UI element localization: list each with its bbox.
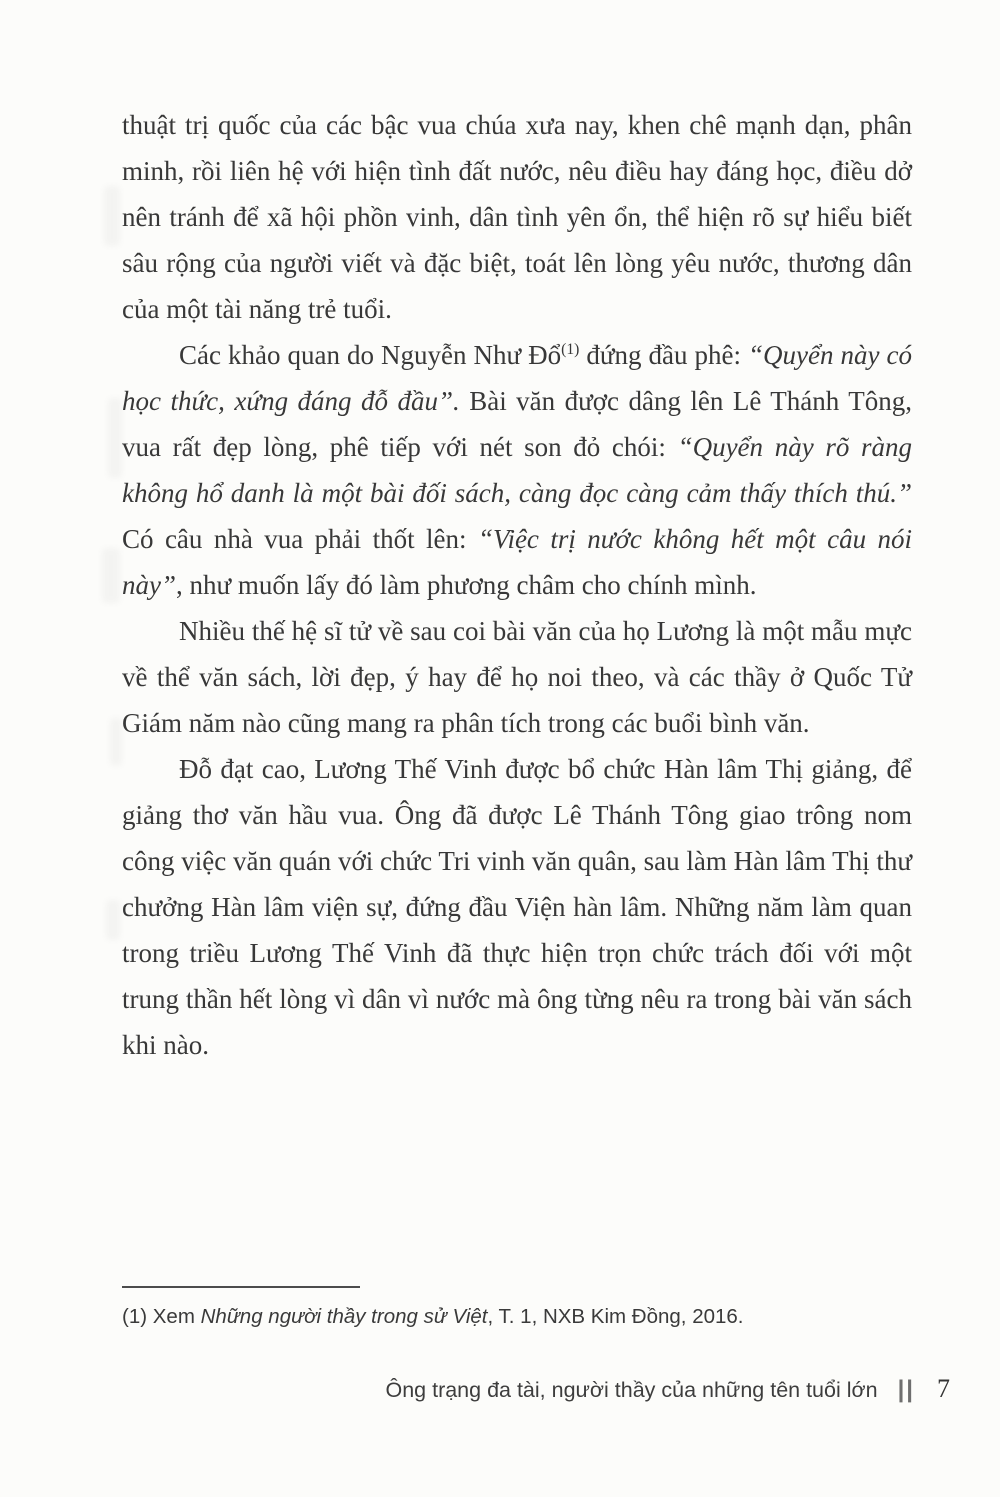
body-text: Có câu nhà vua phải thốt lên: xyxy=(122,524,478,554)
body-text: (1) Xem xyxy=(122,1305,201,1328)
text-block xyxy=(122,102,912,1068)
quoted-text: “Việc trị nước không hết một câu nói này” xyxy=(122,524,913,600)
body-text: thuật trị quốc của các bậc vua chúa xưa nay, khen chê mạnh dạn, phân minh, rồi liên hệ với hiện tình đất nước, nêu điều hay đáng học, điều dở nên tránh để xã hội phồn vinh, dân tình yên ổn, thể hiện rõ sự hiểu biết sâu rộng của người viết và đặc biệt, toát lên lòng yêu nước, thương dân của một tài năng trẻ tuổi. xyxy=(122,110,912,324)
paragraph-4 xyxy=(122,746,912,1068)
body-text: đứng đầu phê: xyxy=(579,340,749,370)
paragraph-1 xyxy=(122,102,912,332)
paragraph-3 xyxy=(122,608,912,746)
quoted-text: “Quyển này rõ ràng không hổ danh là một bài đối sách, càng đọc càng cảm thấy thích thú.” xyxy=(122,432,912,508)
page-footer xyxy=(385,1374,950,1404)
page-bleed-artifact xyxy=(104,186,120,246)
body-text: Bài văn được dâng lên Lê Thánh Tông, vua rất đẹp lòng, phê tiếp với nét son đỏ chói: xyxy=(122,386,912,462)
body-text: , T. 1, NXB Kim Đồng, 2016. xyxy=(487,1305,744,1328)
footnote xyxy=(122,1304,912,1330)
page-bleed-artifact xyxy=(108,398,122,478)
quoted-text: Những người thầy trong sử Việt xyxy=(200,1305,488,1328)
page-number: 7 xyxy=(937,1374,950,1403)
body-text: Đỗ đạt cao, Lương Thế Vinh được bổ chức Hàn lâm Thị giảng, để giảng thơ văn hầu vua. Ông đã được Lê Thánh Tông giao trông nom công việc văn quán với chức Tri vinh văn quân, sau làm Hàn lâm Thị thư chưởng Hàn lâm viện sự, đứng đầu Viện hàn lâm. Những năm làm quan trong triều Lương Thế Vinh đã thực hiện trọn chức trách đối với một trung thần hết lòng vì dân vì nước mà ông từng nêu ra trong bài văn sách khi nào. xyxy=(122,754,912,1060)
running-title: Ông trạng đa tài, người thầy của những tên tuổi lớn xyxy=(385,1378,878,1402)
footnote-reference: (1) xyxy=(561,341,580,358)
body-text: Nhiều thế hệ sĩ tử về sau coi bài văn của họ Lương là một mẫu mực về thể văn sách, lời đẹp, ý hay để họ noi theo, và các thầy ở Quốc Tử Giám năm nào cũng mang ra phân tích trong các buổi bình văn. xyxy=(122,616,912,738)
page-bleed-artifact xyxy=(110,718,122,766)
footnote-area xyxy=(122,1286,912,1330)
body-text: Các khảo quan do Nguyễn Như Đổ xyxy=(179,340,562,370)
paragraph-2 xyxy=(122,332,912,608)
footer-divider: || xyxy=(897,1376,915,1403)
body-text: , như muốn lấy đó làm phương châm cho chính mình. xyxy=(176,570,757,600)
footnote-separator xyxy=(122,1286,360,1288)
page-bleed-artifact xyxy=(106,900,120,940)
page-bleed-artifact xyxy=(102,548,120,603)
quoted-text: “Quyển này có học thức, xứng đáng đỗ đầu”. xyxy=(122,340,912,416)
